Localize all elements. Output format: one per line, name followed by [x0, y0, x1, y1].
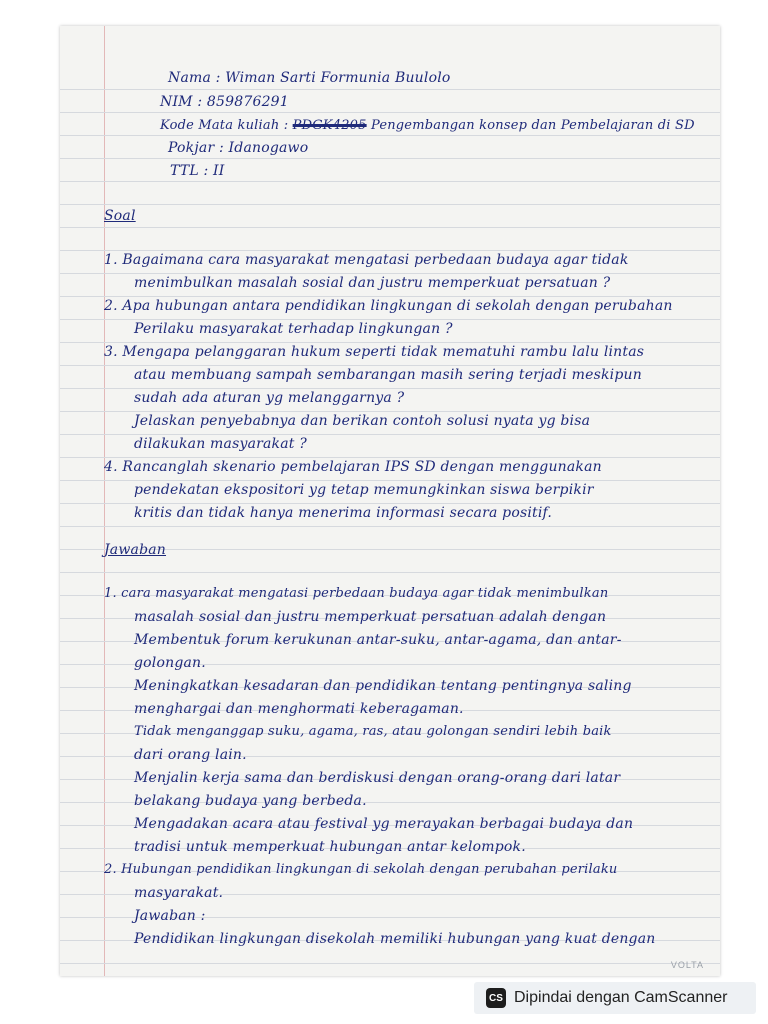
- jawaban-line: Meningkatkan kesadaran dan pendidikan tentang pentingnya saling: [134, 678, 632, 694]
- ruled-line: [60, 503, 720, 504]
- jawaban-line: tradisi untuk memperkuat hubungan antar kelompok.: [134, 839, 526, 855]
- ruled-line: [60, 365, 720, 366]
- jawaban-line: Mengadakan acara atau festival yg merayakan berbagai budaya dan: [134, 816, 634, 832]
- jawaban-line: golongan.: [134, 655, 206, 671]
- jawaban-line: 2. Hubungan pendidikan lingkungan di sekolah dengan perubahan perilaku: [104, 862, 618, 877]
- ruled-line: [60, 572, 720, 573]
- ruled-line: [60, 434, 720, 435]
- soal-line: 3. Mengapa pelanggaran hukum seperti tidak mematuhi rambu lalu lintas: [104, 344, 645, 360]
- ruled-line: [60, 250, 720, 251]
- jawaban-line: Menjalin kerja sama dan berdiskusi dengan orang-orang dari latar: [134, 770, 621, 786]
- ruled-line: [60, 204, 720, 205]
- header-pokjar: Pokjar : Idanogawo: [168, 140, 309, 156]
- soal-line: sudah ada aturan yg melanggarnya ?: [134, 390, 405, 406]
- jawaban-line: Tidak menganggap suku, agama, ras, atau golongan sendiri lebih baik: [134, 724, 612, 739]
- soal-heading: Soal: [104, 208, 136, 224]
- header-ttl: TTL : II: [170, 163, 225, 179]
- header-matkul-code: PDGK4205: [292, 118, 367, 133]
- ruled-line: [60, 135, 720, 136]
- ruled-line: [60, 181, 720, 182]
- jawaban-line: 1. cara masyarakat mengatasi perbedaan budaya agar tidak menimbulkan: [104, 586, 609, 601]
- jawaban-line: Pendidikan lingkungan disekolah memiliki hubungan yang kuat dengan: [134, 931, 656, 947]
- ruled-line: [60, 112, 720, 113]
- jawaban-line: menghargai dan menghormati keberagaman.: [134, 701, 464, 717]
- ruled-line: [60, 526, 720, 527]
- ruled-line: [60, 158, 720, 159]
- soal-line: atau membuang sampah sembarangan masih sering terjadi meskipun: [134, 367, 642, 383]
- ruled-line: [60, 411, 720, 412]
- header-matkul-label: Kode Mata kuliah :: [160, 118, 289, 133]
- jawaban-line: masalah sosial dan justru memperkuat persatuan adalah dengan: [134, 609, 607, 625]
- soal-line: Jelaskan penyebabnya dan berikan contoh solusi nyata yg bisa: [134, 413, 591, 429]
- soal-line: 1. Bagaimana cara masyarakat mengatasi perbedaan budaya agar tidak: [104, 252, 629, 268]
- soal-line: pendekatan ekspositori yg tetap memungkinkan siswa berpikir: [134, 482, 594, 498]
- paper-brand: VOLTA: [670, 960, 704, 970]
- soal-line: 2. Apa hubungan antara pendidikan lingkungan di sekolah dengan perubahan: [104, 298, 673, 314]
- ruled-line: [60, 480, 720, 481]
- ruled-line: [60, 227, 720, 228]
- soal-line: menimbulkan masalah sosial dan justru memperkuat persatuan ?: [134, 275, 611, 291]
- soal-line: dilakukan masyarakat ?: [134, 436, 307, 452]
- header-nama: Nama : Wiman Sarti Formunia Buulolo: [168, 70, 451, 86]
- soal-line: kritis dan tidak hanya menerima informasi secara positif.: [134, 505, 553, 521]
- jawaban-heading: Jawaban: [104, 542, 167, 558]
- header-matkul-name: Pengembangan konsep dan Pembelajaran di SD: [370, 118, 695, 133]
- jawaban-line: Jawaban :: [134, 908, 206, 924]
- ruled-line: [60, 457, 720, 458]
- jawaban-line: Membentuk forum kerukunan antar-suku, antar-agama, dan antar-: [134, 632, 622, 648]
- ruled-line: [60, 963, 720, 964]
- ruled-line: [60, 342, 720, 343]
- soal-line: Perilaku masyarakat terhadap lingkungan ?: [134, 321, 453, 337]
- notebook-page: [60, 26, 720, 976]
- ruled-line: [60, 273, 720, 274]
- soal-line: 4. Rancanglah skenario pembelajaran IPS SD dengan menggunakan: [104, 459, 602, 475]
- jawaban-line: masyarakat.: [134, 885, 224, 901]
- ruled-line: [60, 388, 720, 389]
- margin-line: [104, 26, 105, 976]
- jawaban-line: belakang budaya yang berbeda.: [134, 793, 367, 809]
- ruled-line: [60, 296, 720, 297]
- ruled-line: [60, 89, 720, 90]
- ruled-line: [60, 319, 720, 320]
- camscanner-icon: CS: [486, 988, 506, 1008]
- camscanner-text: Dipindai dengan CamScanner: [514, 989, 728, 1006]
- jawaban-line: dari orang lain.: [134, 747, 247, 763]
- header-nim: NIM : 859876291: [160, 94, 289, 110]
- header-mata-kuliah: [160, 118, 695, 133]
- camscanner-watermark: [474, 982, 756, 1014]
